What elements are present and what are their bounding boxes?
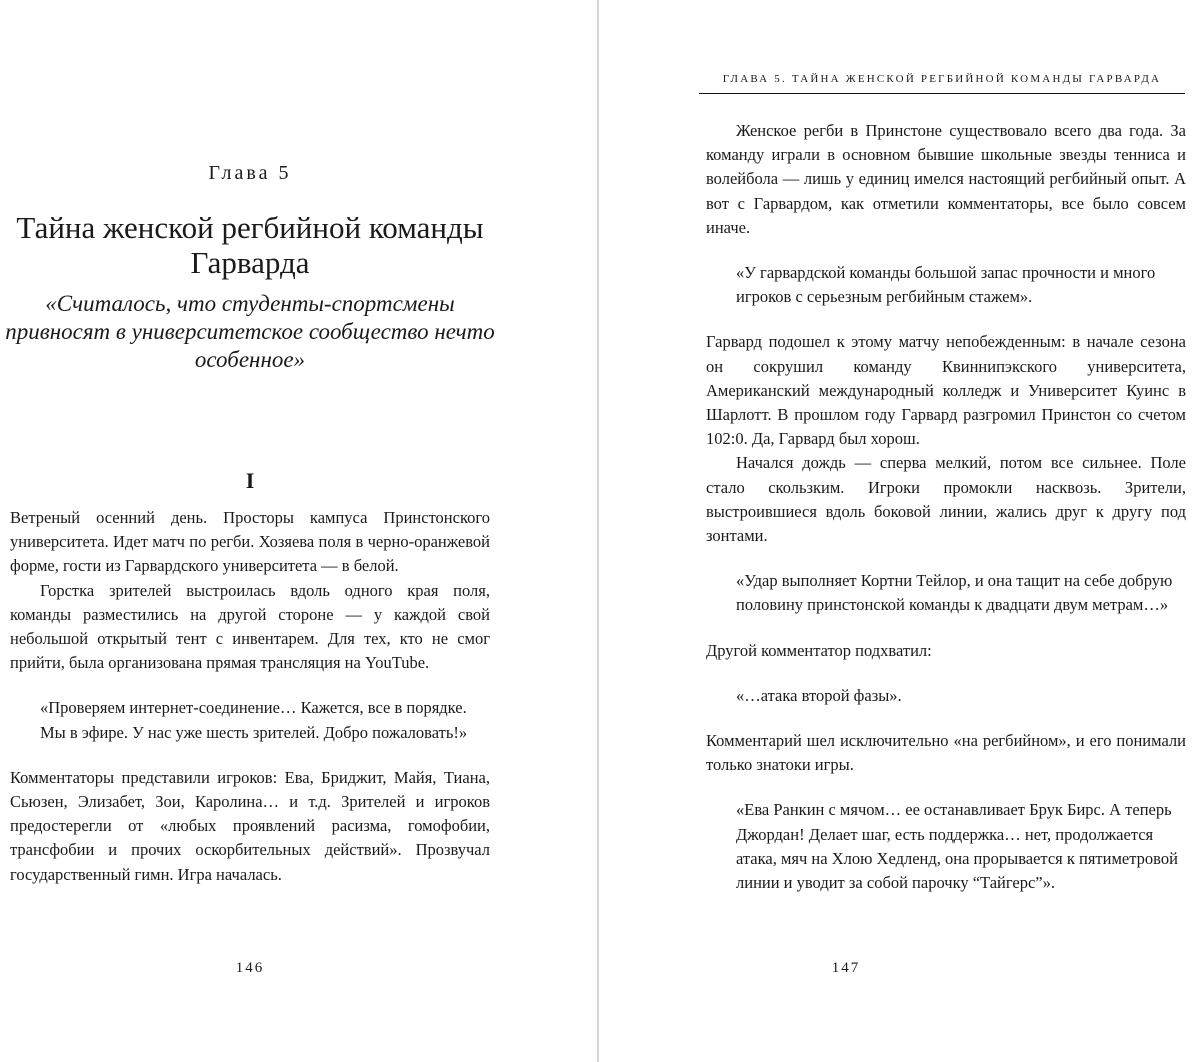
page-number: 146 xyxy=(235,960,265,976)
paragraph: Гарвард подошел к этому матчу непобежденным: в начале сезона он сокрушил команду Квиннипэкского университета, Американский международный колледж и Университет Куинс в Шарлотт. В прошлом году Гарвард разгромил Принстон со счетом 102:0. Да, Гарвард был хорош. xyxy=(706,332,1186,449)
left-body-text xyxy=(10,506,490,887)
block-quote: «Проверяем интернет-соединение… Кажется, все в порядке. Мы в эфире. У нас уже шесть зрителей. Добро пожаловать!» xyxy=(40,698,468,742)
chapter-label: Глава 5 xyxy=(208,162,292,184)
block-quote: «У гарвардской команды большой запас прочности и много игроков с серьезным регбийным стажем». xyxy=(736,263,1156,307)
right-page xyxy=(599,0,1196,1062)
right-body-text xyxy=(706,119,1186,916)
block-quote: «Удар выполняет Кортни Тейлор, и она тащит на себе добрую половину принстонской команды к двадцати двум метрам…» xyxy=(736,571,1173,615)
paragraph: Горстка зрителей выстроилась вдоль одного края поля, команды разместились на другой стороне — у каждой свой небольшой открытый тент с инвентарем. Для тех, кто не смог прийти, была организована прямая трансляция на YouTube. xyxy=(10,580,490,673)
paragraph: Начался дождь — сперва мелкий, потом все сильнее. Поле стало скользким. Игроки промокли насквозь. Зрители, выстроившиеся вдоль боковой линии, жались друг к другу под зонтами. xyxy=(706,453,1186,546)
paragraph: Комментарий шел исключительно «на регбийном», и его понимали только знатоки игры. xyxy=(706,731,1186,775)
paragraph: Женское регби в Принстоне существовало всего два года. За команду играли в основном бывшие школьные звезды тенниса и волейбола — лишь у единиц имелся настоящий регбийный опыт. А вот с Гарвардом, как отметили комментаторы, все было совсем иначе. xyxy=(706,121,1186,237)
block-quote: «Ева Ранкин с мячом… ее останавливает Брук Бирс. А теперь Джордан! Делает шаг, есть поддержка… нет, продолжается атака, мяч на Хлою Хедленд, она прорывается к пятиметровой линии и уводит за собой парочку “Тайгерс”». xyxy=(736,800,1178,893)
paragraph: Комментаторы представили игроков: Ева, Бриджит, Майя, Тиана, Сьюзен, Элизабет, Зои, Каролина… и т.д. Зрителей и игроков предостерегли от «любых проявлений расизма, гомофобии, трансфобии и прочих оскорбительных действий». Прозвучал государственный гимн. Игра началась. xyxy=(10,767,490,884)
page-number: 147 xyxy=(831,960,861,976)
running-header: ГЛАВА 5. ТАЙНА ЖЕНСКОЙ РЕГБИЙНОЙ КОМАНДЫ ГАРВАРДА xyxy=(722,73,1162,85)
paragraph: Другой комментатор подхватил: xyxy=(706,640,932,660)
header-rule xyxy=(699,93,1185,94)
paragraph: Ветреный осенний день. Просторы кампуса Принстонского университета. Идет матч по регби. Хозяева поля в черно-оранжевой форме, гости из Гарвардского университета — в белой. xyxy=(10,508,490,576)
section-number: I xyxy=(245,468,255,493)
block-quote: «…атака второй фазы». xyxy=(736,685,902,705)
left-page xyxy=(0,0,597,1062)
chapter-epigraph: «Считалось, что студенты-спортсмены привносят в университетское сообщество нечто особенное» xyxy=(5,291,495,372)
chapter-title: Тайна женской регбийной команды Гарварда xyxy=(16,210,484,280)
